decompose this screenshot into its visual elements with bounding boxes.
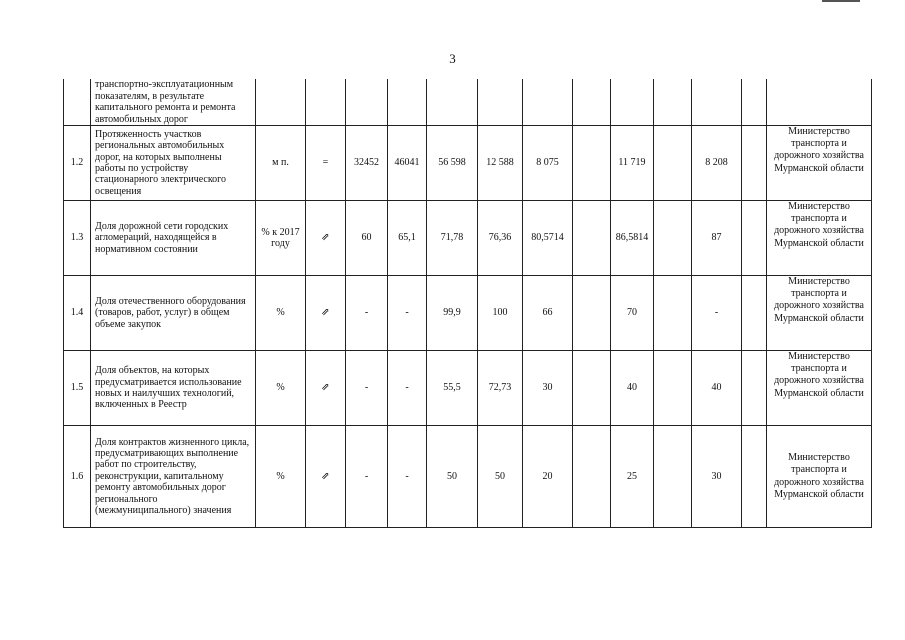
cell-value: 8 208 (692, 126, 742, 201)
cell-num: 1.6 (64, 426, 91, 528)
cell-value: - (346, 276, 388, 351)
cell-num (64, 79, 91, 126)
cell-indicator-name: Доля контрактов жизненного цикла, предусматривающих выполнение работ по строительству, реконструкции, капитальному ремонту автомобильных дорог регионального (межмуниципального) значения (91, 426, 256, 528)
corner-scan-mark (822, 0, 860, 2)
cell-value: 30 (523, 351, 573, 426)
cell-value: 40 (692, 351, 742, 426)
cell-value: 25 (611, 426, 654, 528)
cell-indicator-name: Доля объектов, на которых предусматривается использование новых и наилучших технологий, включенных в Реестр (91, 351, 256, 426)
cell-trend: ⇗ (306, 276, 346, 351)
cell-trend: ⇗ (306, 351, 346, 426)
cell-value: 65,1 (388, 201, 427, 276)
cell-num: 1.3 (64, 201, 91, 276)
table-row (64, 276, 872, 351)
cell-indicator-name: Протяженность участков региональных автомобильных дорог, на которых выполнены работы по устройству стационарного электрического освещения (91, 126, 256, 201)
cell-value: 72,73 (478, 351, 523, 426)
cell-value: 8 075 (523, 126, 573, 201)
cell-value: 86,5814 (611, 201, 654, 276)
cell-value: 50 (478, 426, 523, 528)
cell-value (742, 351, 767, 426)
cell-value: - (346, 351, 388, 426)
cell-value: 70 (611, 276, 654, 351)
cell-value (742, 126, 767, 201)
cell-value: 100 (478, 276, 523, 351)
table-row-continuation (64, 79, 872, 126)
table-row (64, 126, 872, 201)
table-row (64, 201, 872, 276)
cell-value: - (388, 276, 427, 351)
cell-value: - (346, 426, 388, 528)
cell-trend: = (306, 126, 346, 201)
cell-value: - (388, 426, 427, 528)
cell-value: 71,78 (427, 201, 478, 276)
cell-value: 46041 (388, 126, 427, 201)
cell-value: 12 588 (478, 126, 523, 201)
cell-trend: ⇗ (306, 201, 346, 276)
cell-value: 50 (427, 426, 478, 528)
cell-value (654, 426, 692, 528)
cell-responsible: Министерство транспорта и дорожного хозяйства Мурманской области (767, 126, 872, 201)
cell-value: 60 (346, 201, 388, 276)
cell-responsible: Министерство транспорта и дорожного хозяйства Мурманской области (767, 201, 872, 276)
table-row (64, 351, 872, 426)
cell-value: 20 (523, 426, 573, 528)
cell-unit: % (256, 426, 306, 528)
cell-value: 11 719 (611, 126, 654, 201)
cell-value: 40 (611, 351, 654, 426)
cell-value (573, 426, 611, 528)
table-row (64, 426, 872, 528)
cell-value (742, 201, 767, 276)
cell-value: - (692, 276, 742, 351)
cell-value: 66 (523, 276, 573, 351)
cell-value: - (388, 351, 427, 426)
cell-value: 30 (692, 426, 742, 528)
cell-value: 55,5 (427, 351, 478, 426)
cell-unit: % (256, 276, 306, 351)
cell-indicator-name: Доля дорожной сети городских агломераций, находящейся в нормативном состоянии (91, 201, 256, 276)
cell-value (573, 276, 611, 351)
cell-value (573, 201, 611, 276)
cell-trend: ⇗ (306, 426, 346, 528)
cell-value (573, 351, 611, 426)
cell-responsible: Министерство транспорта и дорожного хозяйства Мурманской области (767, 351, 872, 426)
cell-value: 32452 (346, 126, 388, 201)
cell-continuation-text: транспортно-эксплуатационным показателям, в результате капитального ремонта и ремонта автомобильных дорог (91, 79, 256, 126)
cell-value: 99,9 (427, 276, 478, 351)
cell-num: 1.2 (64, 126, 91, 201)
cell-value: 87 (692, 201, 742, 276)
cell-unit: м п. (256, 126, 306, 201)
cell-value: 80,5714 (523, 201, 573, 276)
cell-unit: % к 2017 году (256, 201, 306, 276)
cell-num: 1.5 (64, 351, 91, 426)
cell-value (654, 276, 692, 351)
cell-value (654, 201, 692, 276)
cell-value (654, 351, 692, 426)
cell-value (742, 276, 767, 351)
cell-value: 56 598 (427, 126, 478, 201)
cell-value: 76,36 (478, 201, 523, 276)
cell-value (742, 426, 767, 528)
cell-num: 1.4 (64, 276, 91, 351)
cell-unit: % (256, 351, 306, 426)
indicators-table (63, 79, 872, 528)
cell-responsible: Министерство транспорта и дорожного хозяйства Мурманской области (767, 276, 872, 351)
cell-value (654, 126, 692, 201)
cell-indicator-name: Доля отечественного оборудования (товаров, работ, услуг) в общем объеме закупок (91, 276, 256, 351)
cell-responsible: Министерство транспорта и дорожного хозяйства Мурманской области (767, 426, 872, 528)
cell-value (573, 126, 611, 201)
page-number: 3 (449, 51, 456, 66)
